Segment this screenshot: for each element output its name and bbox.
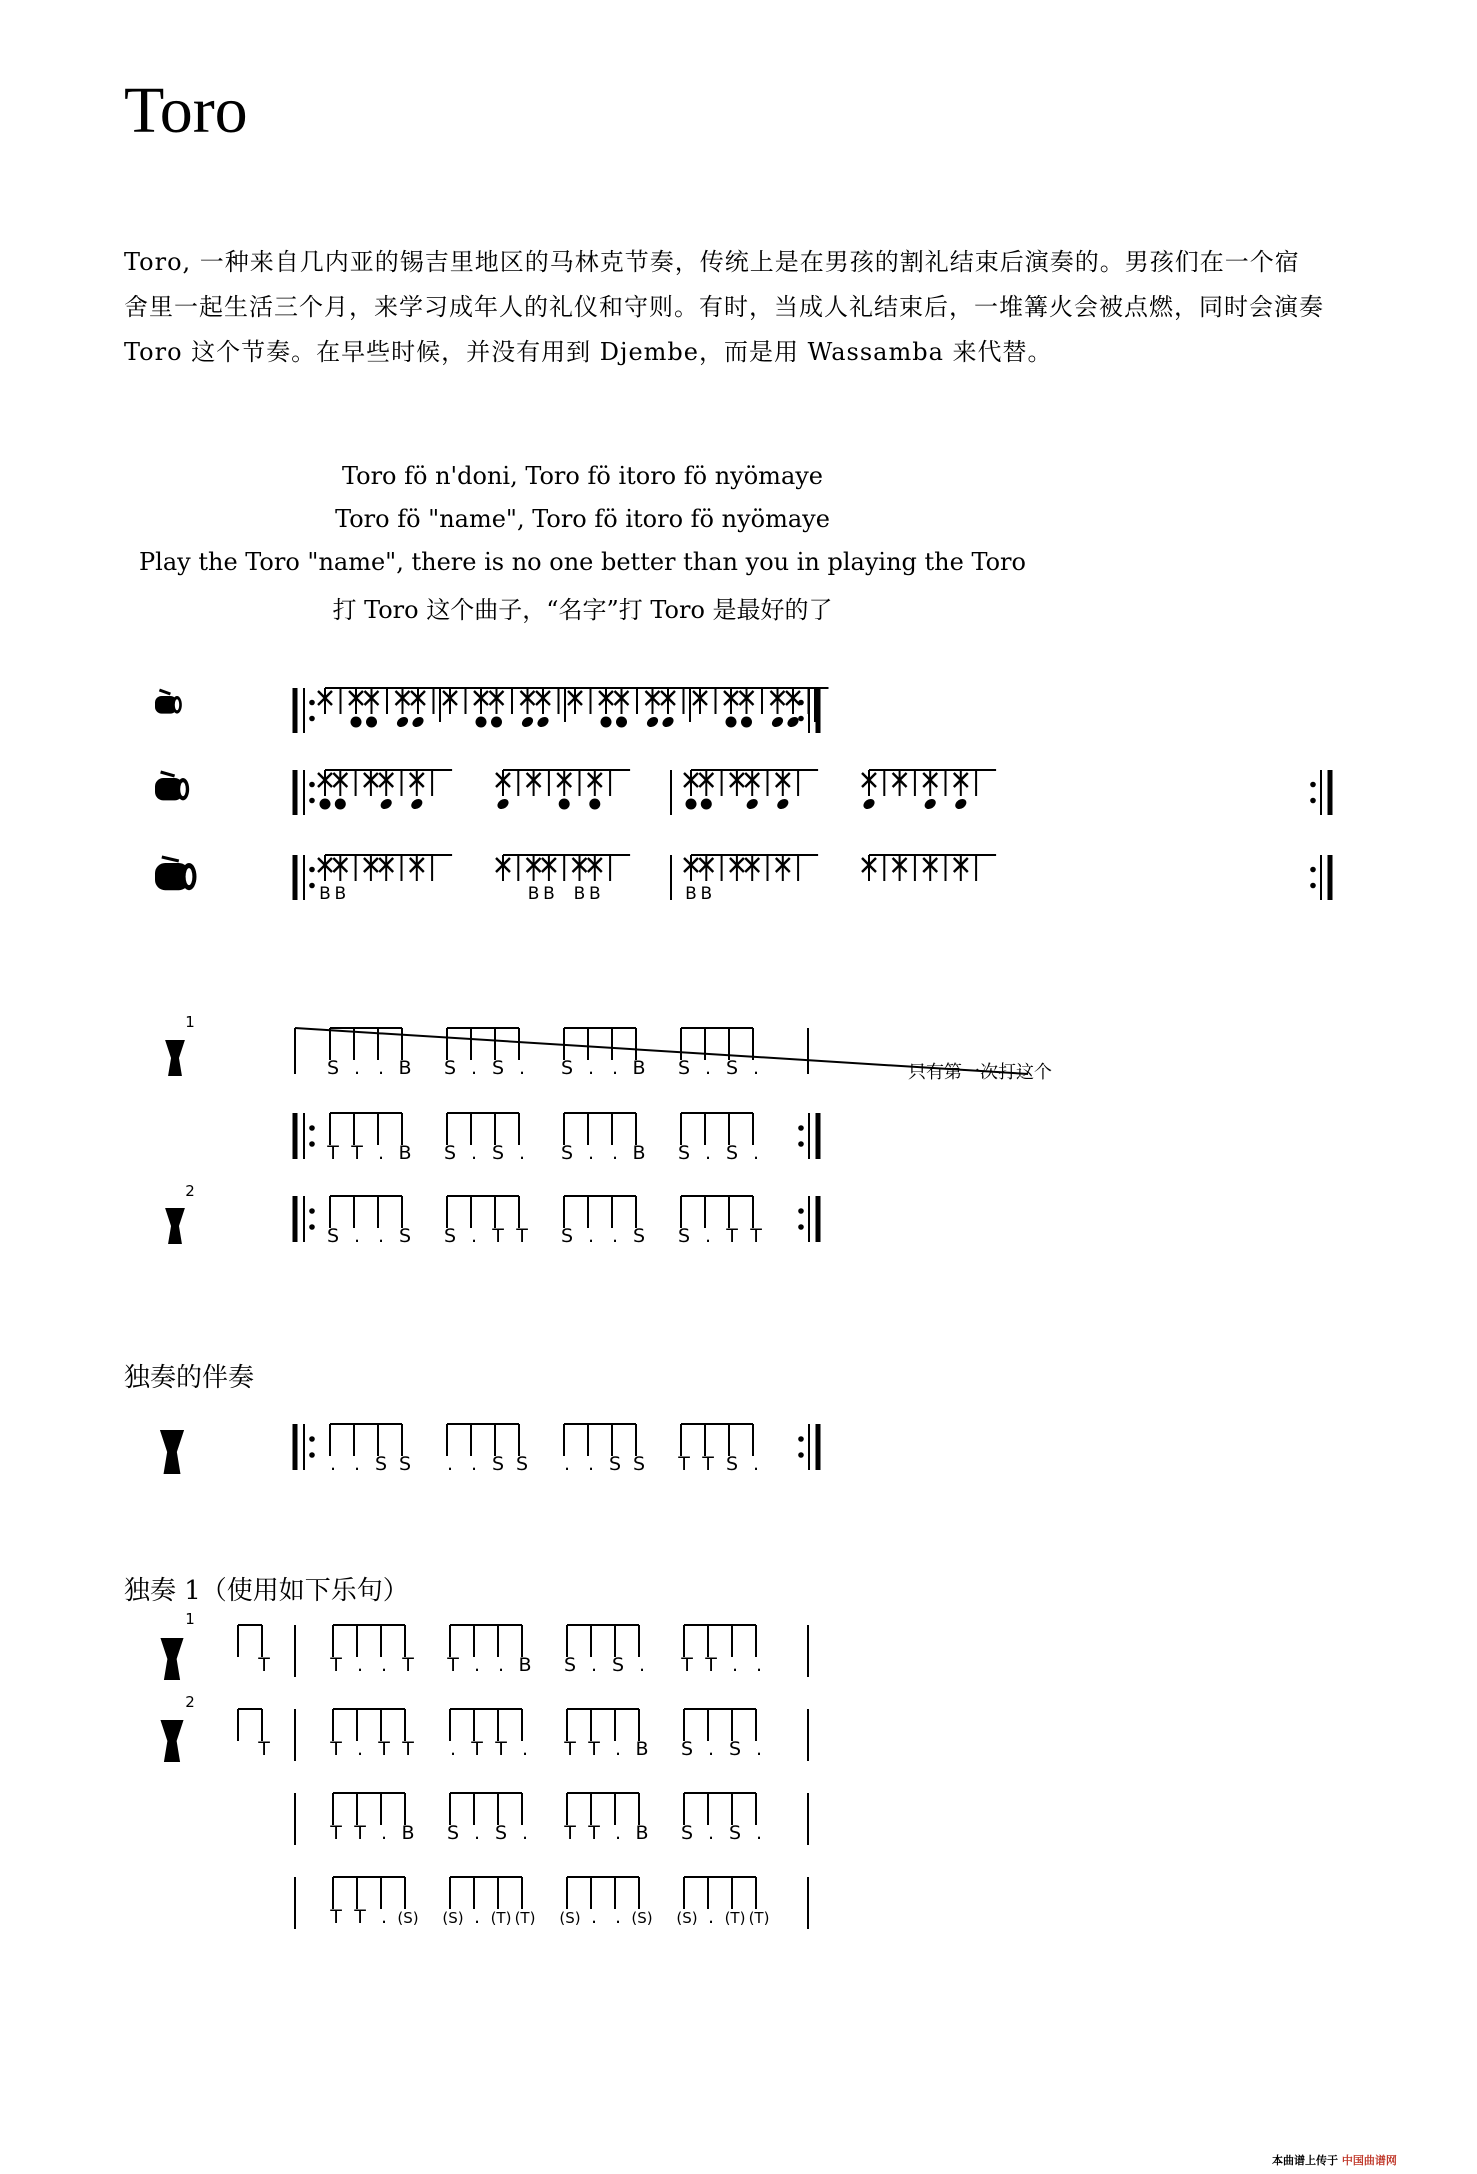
djembe-2-icon xyxy=(160,1720,183,1762)
stroke-letter: . xyxy=(611,1225,619,1247)
stroke-letter: S xyxy=(398,1453,412,1475)
stroke-letter: . xyxy=(518,1142,526,1164)
mute-dot xyxy=(645,715,660,729)
stroke-letter: T xyxy=(330,1654,342,1676)
stroke-letter: . xyxy=(704,1225,712,1247)
stroke-letter: (T) xyxy=(514,1909,536,1927)
lyric-line-1: Toro fö n'doni, Toro fö itoro fö nyömaye xyxy=(341,462,824,490)
stroke-letter: B xyxy=(635,1822,649,1844)
mute-dot xyxy=(520,715,535,729)
stroke-letter: . xyxy=(587,1142,595,1164)
stroke-letter: (S) xyxy=(397,1909,419,1927)
stroke-letter: S xyxy=(491,1057,505,1079)
stroke-letter: (S) xyxy=(559,1909,581,1927)
stroke-letter: . xyxy=(470,1057,478,1079)
stroke-letter: . xyxy=(755,1654,763,1676)
stroke-letter: T xyxy=(327,1142,339,1164)
stroke-letter: S xyxy=(632,1453,646,1475)
mute-dot xyxy=(862,797,877,811)
stroke-letter: . xyxy=(446,1453,454,1475)
repeat-dot xyxy=(798,1125,804,1131)
stroke-letter: . xyxy=(380,1906,388,1928)
djembe-1-icon xyxy=(160,1638,183,1680)
stroke-letter: (S) xyxy=(676,1909,698,1927)
bell-dot xyxy=(741,717,752,728)
stroke-letter: S xyxy=(728,1822,742,1844)
stroke-letter: B xyxy=(518,1654,532,1676)
repeat-dot xyxy=(1310,782,1316,788)
stroke-letter: . xyxy=(704,1142,712,1164)
large-drum-icon xyxy=(155,857,196,890)
stroke-letter: S xyxy=(443,1225,457,1247)
mute-dot xyxy=(923,797,938,811)
bass-letter: B xyxy=(543,884,555,904)
stroke-letter: . xyxy=(563,1453,571,1475)
stroke-letter: (S) xyxy=(631,1909,653,1927)
repeat-dot xyxy=(309,1436,315,1442)
stroke-letter: . xyxy=(380,1654,388,1676)
repeat-dot xyxy=(309,1141,315,1147)
stroke-letter: . xyxy=(470,1225,478,1247)
bell-dot xyxy=(559,799,570,810)
repeat-dot xyxy=(798,716,804,722)
djembe-label: 1 xyxy=(185,1013,195,1031)
stroke-letter: T xyxy=(588,1822,600,1844)
stroke-letter: T xyxy=(330,1738,342,1760)
mute-dot xyxy=(661,715,676,729)
stroke-letter: S xyxy=(728,1738,742,1760)
stroke-letter: S xyxy=(443,1142,457,1164)
repeat-dot xyxy=(309,700,315,706)
stroke-letter: T xyxy=(354,1906,366,1928)
stroke-letter: (T) xyxy=(724,1909,746,1927)
stroke-letter: T xyxy=(471,1738,483,1760)
stroke-letter: . xyxy=(521,1738,529,1760)
stroke-letter: . xyxy=(329,1453,337,1475)
stroke-letter: T xyxy=(564,1822,576,1844)
bell-dot xyxy=(476,717,487,728)
stroke-letter: T xyxy=(702,1453,714,1475)
stroke-letter: . xyxy=(611,1057,619,1079)
lyric-line-2: Toro fö "name", Toro fö itoro fö nyömaye xyxy=(335,505,830,533)
stroke-letter: . xyxy=(473,1822,481,1844)
bell-dot xyxy=(686,799,697,810)
stroke-letter: T xyxy=(378,1738,390,1760)
footer-logo: 中国曲谱网 xyxy=(1341,2154,1397,2167)
mute-dot xyxy=(379,797,394,811)
mute-dot xyxy=(395,715,410,729)
repeat-dot xyxy=(309,883,315,889)
repeat-dot xyxy=(798,1141,804,1147)
mute-dot xyxy=(786,715,801,729)
stroke-letter: S xyxy=(560,1057,574,1079)
stroke-letter: S xyxy=(446,1822,460,1844)
stroke-letter: S xyxy=(680,1822,694,1844)
stroke-letter: T xyxy=(750,1225,762,1247)
stroke-letter: . xyxy=(614,1738,622,1760)
stroke-letter: . xyxy=(377,1057,385,1079)
stroke-letter: S xyxy=(725,1057,739,1079)
bell-dot xyxy=(701,799,712,810)
bell-dot xyxy=(616,717,627,728)
stroke-letter: . xyxy=(707,1738,715,1760)
bass-letter: B xyxy=(334,884,347,904)
stroke-letter: S xyxy=(563,1654,577,1676)
solo-heading: 独奏 1（使用如下乐句） xyxy=(124,1576,409,1606)
stroke-letter: T xyxy=(330,1822,342,1844)
mute-dot xyxy=(536,715,551,729)
stroke-letter: . xyxy=(704,1057,712,1079)
stroke-letter: T xyxy=(330,1906,342,1928)
stroke-letter: . xyxy=(614,1822,622,1844)
repeat-dot xyxy=(309,1452,315,1458)
djembe-label: 1 xyxy=(185,1610,195,1628)
stroke-letter: . xyxy=(755,1822,763,1844)
repeat-dot xyxy=(1310,798,1316,804)
stroke-letter: T xyxy=(516,1225,528,1247)
stroke-letter: T xyxy=(678,1453,690,1475)
stroke-letter: S xyxy=(677,1057,691,1079)
repeat-dot xyxy=(309,867,315,873)
stroke-letter: . xyxy=(731,1654,739,1676)
stroke-letter: . xyxy=(755,1738,763,1760)
bell-dot xyxy=(320,799,331,810)
stroke-letter: S xyxy=(491,1453,505,1475)
repeat-dot xyxy=(309,1208,315,1214)
mute-dot xyxy=(770,715,785,729)
stroke-letter: S xyxy=(491,1142,505,1164)
stroke-letter: . xyxy=(521,1822,529,1844)
small-drum-icon xyxy=(155,690,182,714)
mute-dot xyxy=(409,797,424,811)
stroke-letter: S xyxy=(560,1142,574,1164)
repeat-dot xyxy=(798,700,804,706)
stroke-letter: . xyxy=(707,1822,715,1844)
stroke-letter: . xyxy=(377,1142,385,1164)
stroke-letter: (T) xyxy=(490,1909,512,1927)
stroke-letter: T xyxy=(447,1654,459,1676)
mute-dot xyxy=(496,797,511,811)
repeat-dot xyxy=(798,1436,804,1442)
stroke-letter: S xyxy=(680,1738,694,1760)
stroke-letter: B xyxy=(401,1822,415,1844)
repeat-dot xyxy=(309,1125,315,1131)
repeat-dot xyxy=(798,1224,804,1230)
lyric-line-4: 打 Toro 这个曲子，“名字”打 Toro 是最好的了 xyxy=(332,596,833,624)
stroke-letter: . xyxy=(377,1225,385,1247)
stroke-letter: . xyxy=(587,1057,595,1079)
lyric-line-3: Play the Toro "name", there is no one better than you in playing the Toro xyxy=(139,548,1026,576)
stroke-letter: S xyxy=(443,1057,457,1079)
stroke-letter: . xyxy=(590,1654,598,1676)
stroke-letter: T xyxy=(705,1654,717,1676)
stroke-letter: T xyxy=(402,1654,414,1676)
stroke-letter: . xyxy=(611,1142,619,1164)
djembe-1-icon xyxy=(165,1040,185,1076)
stroke-letter: T xyxy=(351,1142,363,1164)
stroke-letter: . xyxy=(353,1453,361,1475)
stroke-letter: . xyxy=(356,1738,364,1760)
stroke-letter: T xyxy=(354,1822,366,1844)
stroke-letter: . xyxy=(473,1906,481,1928)
stroke-letter: T xyxy=(492,1225,504,1247)
stroke-letter: S xyxy=(374,1453,388,1475)
repeat-dot xyxy=(798,1208,804,1214)
repeat-dot xyxy=(798,1452,804,1458)
repeat-dot xyxy=(1310,867,1316,873)
stroke-letter: . xyxy=(590,1906,598,1928)
stroke-letter: T xyxy=(588,1738,600,1760)
stroke-letter: T xyxy=(564,1738,576,1760)
bass-letter: B xyxy=(319,884,331,904)
stroke-letter: S xyxy=(677,1142,691,1164)
stroke-letter: . xyxy=(470,1142,478,1164)
repeat-dot xyxy=(309,1224,315,1230)
djembe-icon xyxy=(160,1430,184,1474)
mute-dot xyxy=(775,797,790,811)
stroke-letter: S xyxy=(560,1225,574,1247)
stroke-letter: T xyxy=(258,1654,270,1676)
bass-letter: B xyxy=(573,884,586,904)
stroke-letter: B xyxy=(632,1142,646,1164)
bell-dot xyxy=(601,717,612,728)
stroke-letter: . xyxy=(752,1057,760,1079)
stroke-letter: T xyxy=(681,1654,693,1676)
bass-letter: B xyxy=(700,884,713,904)
stroke-letter: S xyxy=(677,1225,691,1247)
mute-dot xyxy=(411,715,426,729)
stroke-letter: . xyxy=(587,1453,595,1475)
repeat-dot xyxy=(309,782,315,788)
stroke-letter: B xyxy=(398,1057,412,1079)
stroke-letter: S xyxy=(632,1225,646,1247)
bell-dot xyxy=(351,717,362,728)
bell-dot xyxy=(589,799,600,810)
stroke-letter: S xyxy=(326,1225,340,1247)
stroke-letter: S xyxy=(608,1453,622,1475)
stroke-letter: S xyxy=(725,1453,739,1475)
page-title: Toro xyxy=(124,74,248,147)
djembe-label: 2 xyxy=(185,1182,195,1200)
stroke-letter: T xyxy=(402,1738,414,1760)
bell-dot xyxy=(335,799,346,810)
djembe-2-icon xyxy=(165,1208,185,1244)
mute-dot xyxy=(953,797,968,811)
stroke-letter: B xyxy=(398,1142,412,1164)
stroke-letter: . xyxy=(638,1654,646,1676)
stroke-letter: . xyxy=(449,1738,457,1760)
stroke-letter: B xyxy=(635,1738,649,1760)
stroke-letter: S xyxy=(515,1453,529,1475)
footer-text: 本曲谱上传于 xyxy=(1272,2154,1338,2167)
stroke-letter: S xyxy=(326,1057,340,1079)
stroke-letter: . xyxy=(518,1057,526,1079)
intro-paragraph: Toro, 一种来自几内亚的锡吉里地区的马林克节奏，传统上是在男孩的割礼结束后演奏的。男孩们在一个宿舍里一起生活三个月，来学习成年人的礼仪和守则。有时，当成人礼结束后，一堆篝火会被点燃，同时会演奏 Toro 这个节奏。在早些时候，并没有用到 Djembe，而是用 Wassamba 来代替。 xyxy=(124,248,1324,366)
stroke-letter: . xyxy=(380,1822,388,1844)
repeat-dot xyxy=(309,716,315,722)
stroke-letter: S xyxy=(494,1822,508,1844)
bass-letter: B xyxy=(527,884,540,904)
stroke-letter: B xyxy=(632,1057,646,1079)
stroke-letter: T xyxy=(726,1225,738,1247)
stroke-letter: . xyxy=(497,1654,505,1676)
bell-dot xyxy=(491,717,502,728)
stroke-letter: T xyxy=(495,1738,507,1760)
stroke-letter: . xyxy=(473,1654,481,1676)
stroke-letter: (S) xyxy=(442,1909,464,1927)
stroke-letter: . xyxy=(470,1453,478,1475)
bass-letter: B xyxy=(685,884,697,904)
djembe-label: 2 xyxy=(185,1693,195,1711)
bass-letter: B xyxy=(588,884,601,904)
repeat-dot xyxy=(1310,883,1316,889)
stroke-letter: T xyxy=(258,1738,270,1760)
stroke-letter: . xyxy=(707,1906,715,1928)
bell-dot xyxy=(726,717,737,728)
stroke-letter: . xyxy=(353,1057,361,1079)
stroke-letter: S xyxy=(725,1142,739,1164)
stroke-letter: . xyxy=(752,1142,760,1164)
stroke-letter: . xyxy=(587,1225,595,1247)
stroke-letter: . xyxy=(356,1654,364,1676)
accompaniment-heading: 独奏的伴奏 xyxy=(124,1363,255,1393)
stroke-letter: . xyxy=(614,1906,622,1928)
stroke-letter: S xyxy=(398,1225,412,1247)
stroke-letter: S xyxy=(611,1654,625,1676)
stroke-letter: (T) xyxy=(748,1909,770,1927)
stroke-letter: . xyxy=(353,1225,361,1247)
stroke-letter: . xyxy=(752,1453,760,1475)
bell-dot xyxy=(366,717,377,728)
medium-drum-icon xyxy=(155,772,189,800)
repeat-dot xyxy=(309,798,315,804)
djembe1-note: 只有第一次打这个 xyxy=(908,1062,1052,1083)
mute-dot xyxy=(745,797,760,811)
